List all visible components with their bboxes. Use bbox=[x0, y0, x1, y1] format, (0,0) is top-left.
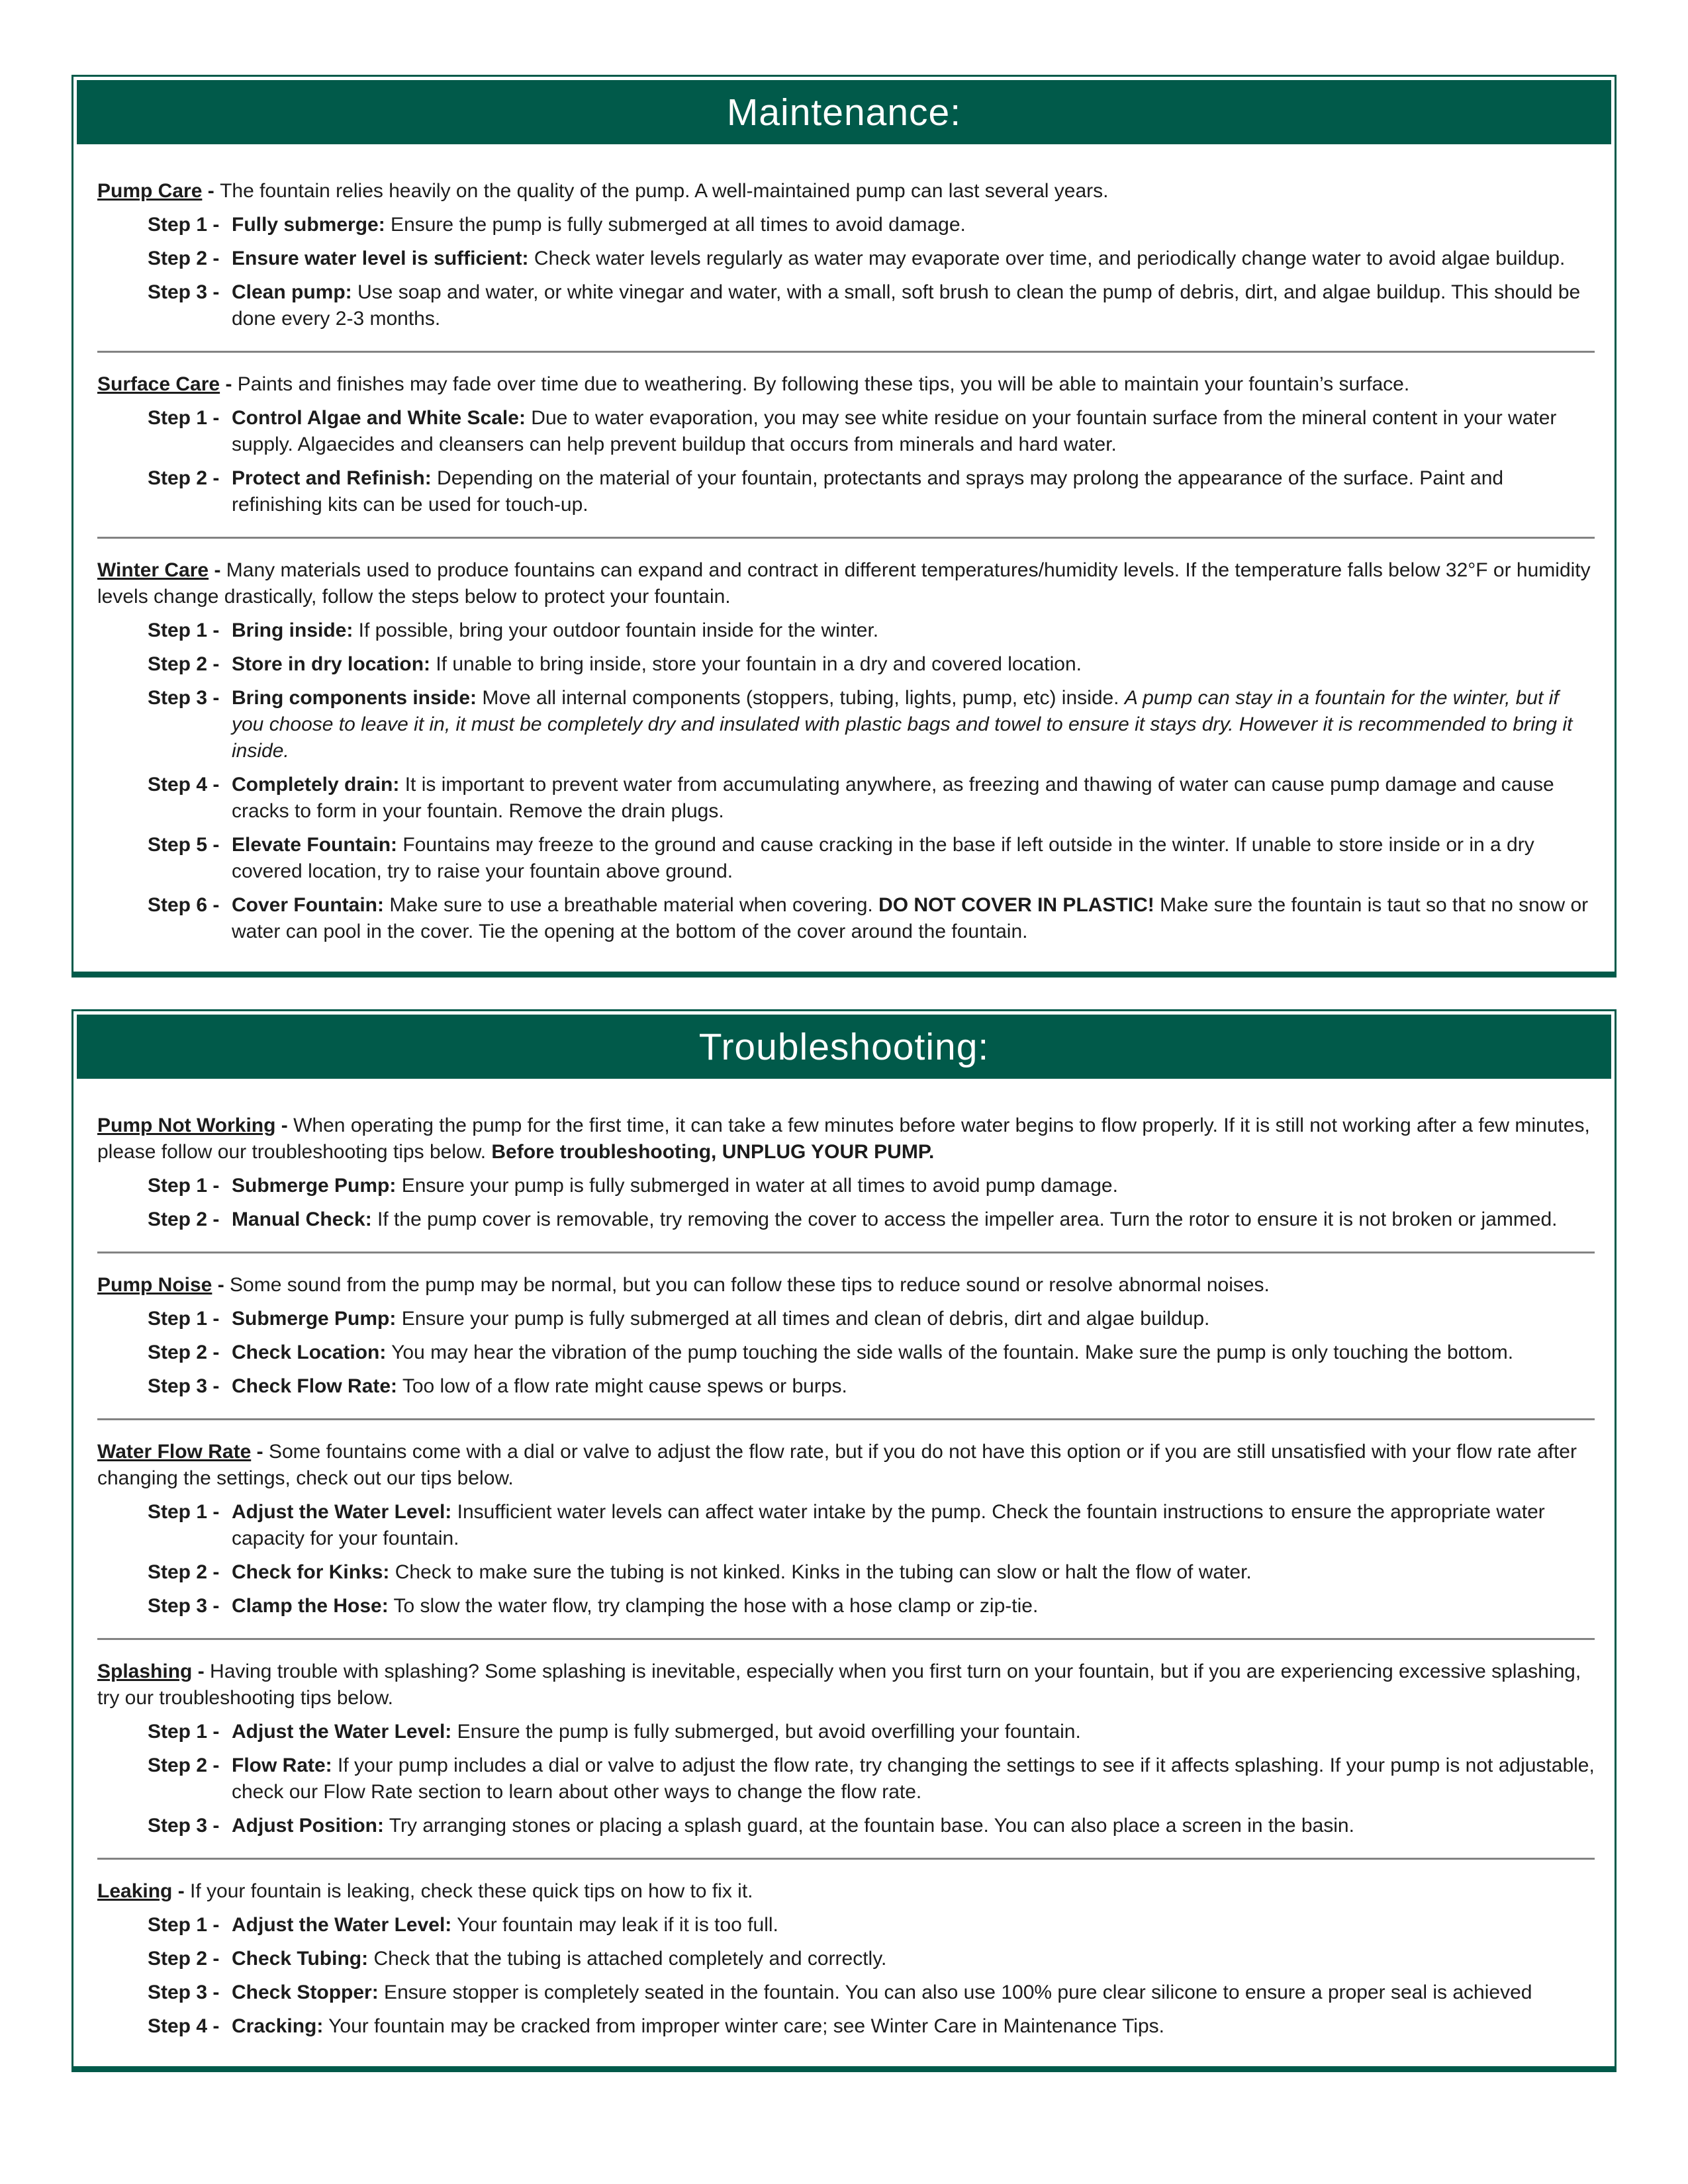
step-text bbox=[232, 405, 1595, 458]
section-divider bbox=[97, 1638, 1595, 1640]
text-segment: Make sure the fountain is taut so that no snow or water can pool in the cover. Tie the opening at the bottom of the cover around the fountain. bbox=[232, 894, 1589, 942]
step-row bbox=[97, 279, 1595, 332]
text-segment: Your fountain may be cracked from improper winter care; see Winter Care in Maintenance Tips. bbox=[323, 2015, 1164, 2037]
text-segment: When operating the pump for the first time, it can take a few minutes before water begins to flow properly. If it is still not working after a few minutes, please follow our troubleshooting tips below. bbox=[97, 1115, 1590, 1163]
text-segment: Many materials used to produce fountains can expand and contract in different temperatures/humidity levels. If the temperature falls below 32°F or humidity levels change drastically, follow the steps below to protect your fountain. bbox=[97, 559, 1591, 608]
step-row bbox=[97, 212, 1595, 238]
section-dash: - bbox=[212, 1274, 230, 1296]
step-row bbox=[97, 1912, 1595, 1938]
text-segment: It is important to prevent water from accumulating anywhere, as freezing and thawing of water can cause pump damage and cause cracks to form in your fountain. Remove the drain plugs. bbox=[232, 774, 1554, 822]
section-intro bbox=[97, 1878, 1595, 1905]
section-pump-not-working bbox=[97, 1113, 1595, 1233]
step-text bbox=[232, 1719, 1595, 1745]
text-segment: Try arranging stones or placing a splash guard, at the fountain base. You can also place a screen in the basin. bbox=[383, 1815, 1354, 1837]
step-text bbox=[232, 617, 1595, 644]
step-label: Step 1 - bbox=[148, 619, 220, 641]
step-text bbox=[232, 1206, 1595, 1233]
step-label: Step 2 - bbox=[148, 653, 220, 675]
section-dash: - bbox=[275, 1115, 294, 1136]
step-label: Step 1 - bbox=[148, 214, 220, 236]
step-text bbox=[232, 279, 1595, 332]
section-name: Leaking bbox=[97, 1880, 173, 1902]
section-intro bbox=[97, 557, 1595, 610]
section-dash: - bbox=[251, 1441, 269, 1463]
step-title: Clean pump: bbox=[232, 281, 352, 303]
section-dash: - bbox=[172, 1880, 191, 1902]
step-label: Step 2 - bbox=[148, 1342, 220, 1363]
step-text bbox=[232, 1946, 1595, 1972]
step-text bbox=[232, 1559, 1595, 1586]
step-title: Check Location: bbox=[232, 1342, 387, 1363]
step-title: Check Stopper: bbox=[232, 1981, 379, 2003]
maintenance-title: Maintenance: bbox=[726, 91, 962, 134]
step-row bbox=[97, 1340, 1595, 1366]
step-text bbox=[232, 1752, 1595, 1805]
section-intro bbox=[97, 1439, 1595, 1492]
step-label: Step 1 - bbox=[148, 1175, 220, 1197]
step-text bbox=[232, 1173, 1595, 1199]
step-title: Fully submerge: bbox=[232, 214, 385, 236]
text-segment: Ensure the pump is fully submerged at all times to avoid damage. bbox=[385, 214, 966, 236]
step-text bbox=[232, 832, 1595, 885]
step-text bbox=[232, 1306, 1595, 1332]
section-pump-care bbox=[97, 178, 1595, 332]
step-label: Step 3 - bbox=[148, 1981, 220, 2003]
step-text bbox=[232, 1912, 1595, 1938]
step-label: Step 2 - bbox=[148, 1561, 220, 1583]
step-text bbox=[232, 2013, 1595, 2040]
step-row bbox=[97, 405, 1595, 458]
section-name: Water Flow Rate bbox=[97, 1441, 252, 1463]
step-label: Step 6 - bbox=[148, 894, 220, 916]
section-name: Pump Not Working bbox=[97, 1115, 276, 1136]
section-name: Splashing bbox=[97, 1661, 193, 1682]
section-divider bbox=[97, 537, 1595, 539]
step-title: Cover Fountain: bbox=[232, 894, 384, 916]
step-label: Step 1 - bbox=[148, 407, 220, 429]
troubleshooting-panel bbox=[71, 1009, 1617, 2072]
step-row bbox=[97, 1719, 1595, 1745]
section-intro bbox=[97, 1113, 1595, 1165]
step-row bbox=[97, 1559, 1595, 1586]
step-label: Step 2 - bbox=[148, 1208, 220, 1230]
step-text bbox=[232, 465, 1595, 518]
text-segment: Ensure stopper is completely seated in the fountain. You can also use 100% pure clear silicone to ensure a proper seal is achieved bbox=[378, 1981, 1532, 2003]
step-text bbox=[232, 1499, 1595, 1552]
section-name: Winter Care bbox=[97, 559, 209, 581]
section-dash: - bbox=[192, 1661, 211, 1682]
step-row bbox=[97, 617, 1595, 644]
text-segment: Ensure your pump is fully submerged in water at all times to avoid pump damage. bbox=[396, 1175, 1118, 1197]
step-label: Step 4 - bbox=[148, 774, 220, 796]
step-label: Step 5 - bbox=[148, 834, 220, 856]
section-divider bbox=[97, 1418, 1595, 1420]
step-label: Step 3 - bbox=[148, 1815, 220, 1837]
step-row bbox=[97, 1946, 1595, 1972]
step-row bbox=[97, 1813, 1595, 1839]
text-segment: Insufficient water levels can affect water intake by the pump. Check the fountain instructions to ensure the appropriate water capacity for your fountain. bbox=[232, 1501, 1545, 1549]
step-label: Step 3 - bbox=[148, 687, 220, 709]
step-text bbox=[232, 1593, 1595, 1619]
step-label: Step 2 - bbox=[148, 1754, 220, 1776]
step-label: Step 3 - bbox=[148, 1595, 220, 1617]
section-water-flow-rate bbox=[97, 1439, 1595, 1619]
step-label: Step 4 - bbox=[148, 2015, 220, 2037]
step-row bbox=[97, 2013, 1595, 2040]
step-row bbox=[97, 651, 1595, 678]
section-intro bbox=[97, 178, 1595, 205]
step-title: Adjust the Water Level: bbox=[232, 1914, 452, 1936]
text-segment: If your pump includes a dial or valve to adjust the flow rate, try changing the settings to see if it affects splashing. If your pump is not adjustable, check our Flow Rate section to learn about other ways to change the flow rate. bbox=[232, 1754, 1595, 1803]
step-text bbox=[232, 892, 1595, 945]
step-row bbox=[97, 1752, 1595, 1805]
text-segment: DO NOT COVER IN PLASTIC! bbox=[878, 894, 1154, 916]
step-row bbox=[97, 832, 1595, 885]
step-text bbox=[232, 1979, 1595, 2006]
step-row bbox=[97, 772, 1595, 825]
section-divider bbox=[97, 1858, 1595, 1860]
step-label: Step 2 - bbox=[148, 467, 220, 489]
step-title: Adjust Position: bbox=[232, 1815, 384, 1837]
step-title: Submerge Pump: bbox=[232, 1175, 397, 1197]
step-text bbox=[232, 212, 1595, 238]
step-title: Bring components inside: bbox=[232, 687, 477, 709]
text-segment: If possible, bring your outdoor fountain inside for the winter. bbox=[353, 619, 879, 641]
maintenance-header-bar bbox=[77, 80, 1611, 144]
section-name: Pump Care bbox=[97, 180, 203, 202]
step-row bbox=[97, 1306, 1595, 1332]
text-segment: Before troubleshooting, UNPLUG YOUR PUMP. bbox=[491, 1141, 935, 1163]
step-title: Store in dry location: bbox=[232, 653, 431, 675]
step-title: Flow Rate: bbox=[232, 1754, 332, 1776]
step-title: Protect and Refinish: bbox=[232, 467, 432, 489]
step-title: Adjust the Water Level: bbox=[232, 1501, 452, 1523]
step-label: Step 1 - bbox=[148, 1914, 220, 1936]
step-title: Completely drain: bbox=[232, 774, 400, 796]
troubleshooting-body bbox=[73, 1082, 1615, 2066]
section-name: Pump Noise bbox=[97, 1274, 212, 1296]
text-segment: Depending on the material of your fountain, protectants and sprays may prolong the appearance of the surface. Paint and refinishing kits can be used for touch-up. bbox=[232, 467, 1504, 516]
step-row bbox=[97, 1593, 1595, 1619]
section-winter-care bbox=[97, 557, 1595, 945]
section-intro bbox=[97, 371, 1595, 398]
text-segment: If unable to bring inside, store your fountain in a dry and covered location. bbox=[430, 653, 1082, 675]
step-text bbox=[232, 1373, 1595, 1400]
step-row bbox=[97, 1206, 1595, 1233]
maintenance-body bbox=[73, 148, 1615, 972]
text-segment: Some fountains come with a dial or valve to adjust the flow rate, but if you do not have this option or if you are still unsatisfied with your flow rate after changing the settings, check out our tips below. bbox=[97, 1441, 1577, 1489]
section-pump-noise bbox=[97, 1272, 1595, 1400]
step-label: Step 3 - bbox=[148, 281, 220, 303]
section-divider bbox=[97, 1251, 1595, 1253]
section-leaking bbox=[97, 1878, 1595, 2040]
text-segment: Some sound from the pump may be normal, but you can follow these tips to reduce sound or resolve abnormal noises. bbox=[230, 1274, 1270, 1296]
section-intro bbox=[97, 1272, 1595, 1298]
step-text bbox=[232, 246, 1595, 272]
text-segment: If the pump cover is removable, try removing the cover to access the impeller area. Turn the rotor to ensure it is not broken or jammed. bbox=[371, 1208, 1558, 1230]
step-title: Cracking: bbox=[232, 2015, 324, 2037]
text-segment: Use soap and water, or white vinegar and water, with a small, soft brush to clean the pump of debris, dirt, and algae buildup. This should be done every 2-3 months. bbox=[232, 281, 1581, 330]
step-label: Step 1 - bbox=[148, 1308, 220, 1330]
step-title: Check Tubing: bbox=[232, 1948, 369, 1970]
text-segment: Make sure to use a breathable material when covering. bbox=[384, 894, 879, 916]
step-row bbox=[97, 1173, 1595, 1199]
step-label: Step 2 - bbox=[148, 1948, 220, 1970]
text-segment: The fountain relies heavily on the quality of the pump. A well-maintained pump can last several years. bbox=[220, 180, 1109, 202]
text-segment: Ensure your pump is fully submerged at all times and clean of debris, dirt and algae buildup. bbox=[396, 1308, 1210, 1330]
step-title: Adjust the Water Level: bbox=[232, 1721, 452, 1743]
text-segment: Fountains may freeze to the ground and cause cracking in the base if left outside in the winter. If unable to store inside or in a dry covered location, try to raise your fountain above ground. bbox=[232, 834, 1534, 882]
text-segment: Check to make sure the tubing is not kinked. Kinks in the tubing can slow or halt the flow of water. bbox=[389, 1561, 1252, 1583]
section-dash: - bbox=[220, 373, 238, 395]
text-segment: Check water levels regularly as water may evaporate over time, and periodically change water to avoid algae buildup. bbox=[528, 248, 1566, 269]
step-text bbox=[232, 1813, 1595, 1839]
maintenance-panel bbox=[71, 75, 1617, 978]
step-label: Step 1 - bbox=[148, 1721, 220, 1743]
step-title: Check Flow Rate: bbox=[232, 1375, 398, 1397]
step-label: Step 3 - bbox=[148, 1375, 220, 1397]
step-row bbox=[97, 1499, 1595, 1552]
text-segment: Too low of a flow rate might cause spews or burps. bbox=[397, 1375, 847, 1397]
step-text bbox=[232, 685, 1595, 764]
text-segment: Your fountain may leak if it is too full. bbox=[451, 1914, 778, 1936]
text-segment: If your fountain is leaking, check these quick tips on how to fix it. bbox=[190, 1880, 753, 1902]
text-segment: A pump can stay in a fountain for the winter, but if you choose to leave it in, it must be completely dry and insulated with plastic bags and towel to ensure it stays dry. However it is recommended to bring it inside. bbox=[232, 687, 1573, 762]
section-dash: - bbox=[209, 559, 226, 581]
step-label: Step 2 - bbox=[148, 248, 220, 269]
step-row bbox=[97, 246, 1595, 272]
step-title: Check for Kinks: bbox=[232, 1561, 390, 1583]
step-row bbox=[97, 892, 1595, 945]
step-row bbox=[97, 465, 1595, 518]
step-label: Step 1 - bbox=[148, 1501, 220, 1523]
troubleshooting-header-bar bbox=[77, 1015, 1611, 1079]
text-segment: To slow the water flow, try clamping the hose with a hose clamp or zip-tie. bbox=[388, 1595, 1039, 1617]
step-title: Bring inside: bbox=[232, 619, 353, 641]
step-row bbox=[97, 1373, 1595, 1400]
section-intro bbox=[97, 1659, 1595, 1711]
step-title: Clamp the Hose: bbox=[232, 1595, 389, 1617]
text-segment: You may hear the vibration of the pump touching the side walls of the fountain. Make sure the pump is only touching the bottom. bbox=[386, 1342, 1514, 1363]
section-surface-care bbox=[97, 371, 1595, 518]
section-dash: - bbox=[202, 180, 220, 202]
text-segment: Due to water evaporation, you may see white residue on your fountain surface from the mineral content in your water supply. Algaecides and cleansers can help prevent buildup that occurs from minerals and hard water. bbox=[232, 407, 1557, 455]
section-name: Surface Care bbox=[97, 373, 220, 395]
step-text bbox=[232, 1340, 1595, 1366]
troubleshooting-title: Troubleshooting: bbox=[698, 1025, 990, 1068]
step-row bbox=[97, 685, 1595, 764]
step-title: Manual Check: bbox=[232, 1208, 372, 1230]
text-segment: Paints and finishes may fade over time due to weathering. By following these tips, you will be able to maintain your fountain’s surface. bbox=[237, 373, 1410, 395]
step-title: Control Algae and White Scale: bbox=[232, 407, 526, 429]
text-segment: Ensure the pump is fully submerged, but avoid overfilling your fountain. bbox=[451, 1721, 1081, 1743]
text-segment: Having trouble with splashing? Some splashing is inevitable, especially when you first turn on your fountain, but if you are experiencing excessive splashing, try our troubleshooting tips below. bbox=[97, 1661, 1581, 1709]
step-text bbox=[232, 651, 1595, 678]
step-title: Ensure water level is sufficient: bbox=[232, 248, 529, 269]
step-row bbox=[97, 1979, 1595, 2006]
section-splashing bbox=[97, 1659, 1595, 1839]
text-segment: Move all internal components (stoppers, tubing, lights, pump, etc) inside. bbox=[477, 687, 1125, 709]
step-title: Submerge Pump: bbox=[232, 1308, 397, 1330]
step-text bbox=[232, 772, 1595, 825]
text-segment: Check that the tubing is attached completely and correctly. bbox=[368, 1948, 887, 1970]
section-divider bbox=[97, 351, 1595, 353]
step-title: Elevate Fountain: bbox=[232, 834, 398, 856]
